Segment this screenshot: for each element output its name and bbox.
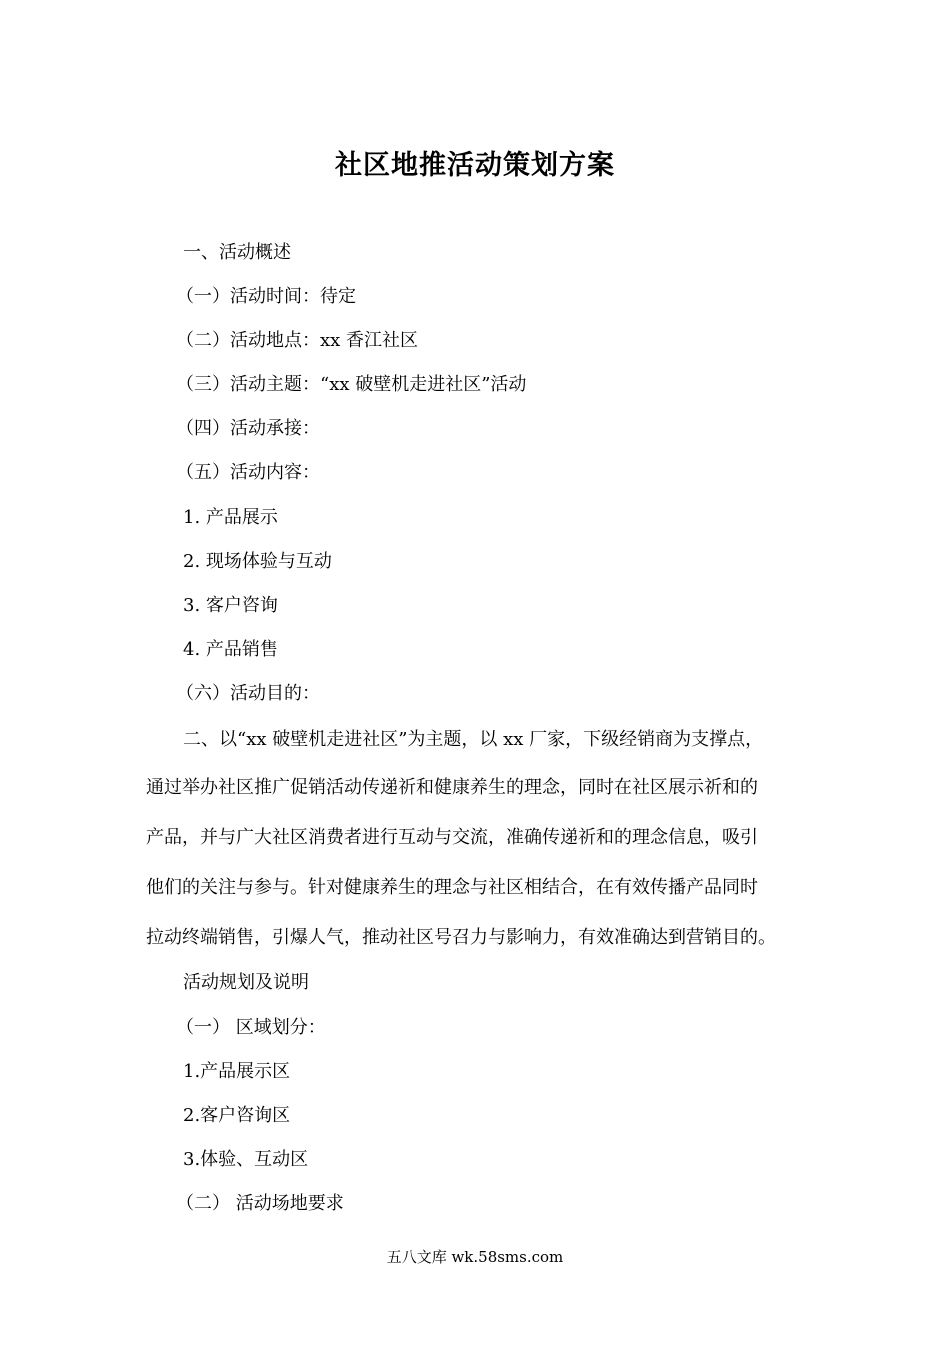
activity-time: （一）活动时间：待定	[176, 286, 356, 307]
zone-item-2: 2.客户咨询区	[183, 1105, 291, 1126]
purpose-paragraph-line-5: 拉动终端销售，引爆人气，推动社区号召力与影响力，有效准确达到营销目的。	[146, 927, 776, 948]
activity-content-heading: （五）活动内容：	[176, 462, 320, 483]
purpose-paragraph-line-4: 他们的关注与参与。针对健康养生的理念与社区相结合，在有效传播产品同时	[146, 877, 758, 898]
purpose-paragraph-line-3: 产品，并与广大社区消费者进行互动与交流，准确传递祈和的理念信息，吸引	[146, 827, 758, 848]
venue-requirements-heading: （二） 活动场地要求	[176, 1193, 344, 1214]
zone-item-1: 1.产品展示区	[183, 1061, 291, 1082]
zone-item-3: 3.体验、互动区	[183, 1149, 309, 1170]
zone-division-heading: （一） 区域划分：	[176, 1017, 326, 1038]
planning-heading: 活动规划及说明	[183, 972, 309, 993]
activity-purpose-heading: （六）活动目的：	[176, 683, 320, 704]
content-item-3: 3. 客户咨询	[183, 595, 278, 616]
purpose-paragraph-line-2: 通过举办社区推广促销活动传递祈和健康养生的理念，同时在社区展示祈和的	[146, 777, 758, 798]
activity-location: （二）活动地点：xx 香江社区	[176, 330, 419, 351]
content-item-1: 1. 产品展示	[183, 507, 278, 528]
content-item-2: 2. 现场体验与互动	[183, 551, 332, 572]
activity-theme: （三）活动主题：“xx 破壁机走进社区”活动	[176, 374, 527, 395]
activity-undertaker: （四）活动承接：	[176, 418, 320, 439]
page-footer: 五八文库 wk.58sms.com	[386, 1248, 564, 1266]
content-item-4: 4. 产品销售	[183, 639, 278, 660]
purpose-paragraph-line-1: 二、以“xx 破壁机走进社区”为主题，以 xx 厂家，下级经销商为支撑点，	[183, 729, 764, 750]
section-heading-overview: 一、活动概述	[183, 242, 291, 263]
document-title: 社区地推活动策划方案	[335, 150, 615, 181]
